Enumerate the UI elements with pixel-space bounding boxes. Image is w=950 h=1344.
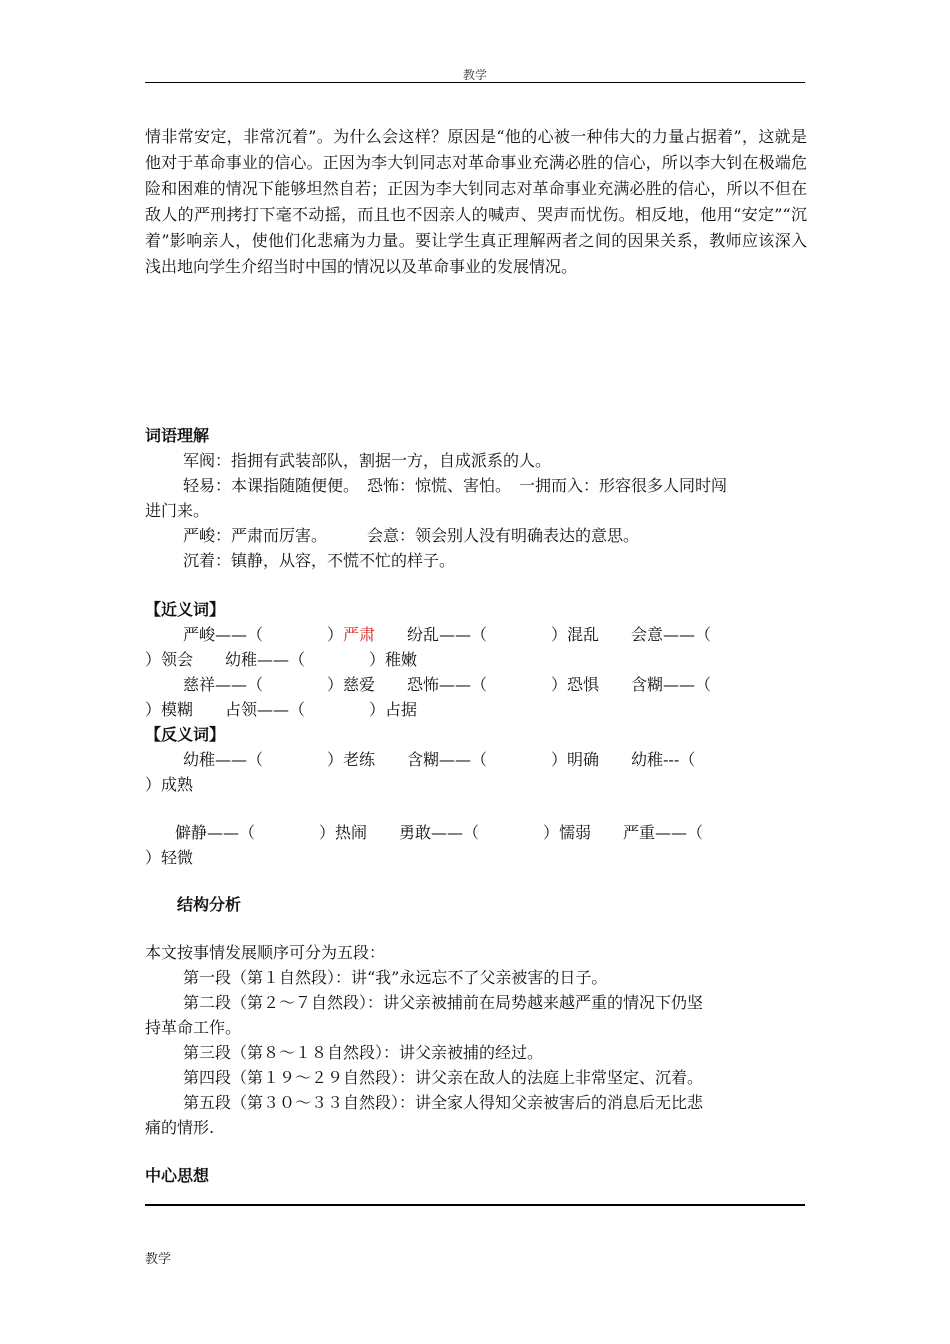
footer-rule [145, 1204, 805, 1206]
synonyms-row-1 [145, 625, 711, 645]
antonyms-row-1: 幼稚——（ ）老练 含糊——（ ）明确 幼稚---（ [183, 750, 696, 769]
vocab-heading: 词语理解 [145, 426, 210, 445]
header-rule [145, 82, 805, 83]
vocab-line-4: 沉着：镇静，从容，不慌不忙的样子。 [183, 551, 456, 570]
synonyms-row-3: 慈祥——（ ）慈爱 恐怖——（ ）恐惧 含糊——（ [183, 675, 712, 694]
structure-section-2-cont: 持革命工作。 [145, 1018, 242, 1037]
structure-section-5-cont: 痛的情形. [145, 1118, 215, 1137]
intro-paragraph: 情非常安定，非常沉着”。为什么会这样？原因是“他的心被一种伟大的力量占据着”，这就是他对于革命事业的信心。正因为李大钊同志对革命事业充满必胜的信心，所以李大钊在极端危险和困难的情况下能够坦然自若；正因为李大钊同志对革命事业充满必胜的信心，所以不但在敌人的严刑拷打下毫不动摇，而且也不因亲人的喊声、哭声而忧伤。相反地，他用“安定”“沉着”影响亲人，使他们化悲痛为力量。要让学生真正理解两者之间的因果关系，教师应该深入浅出地向学生介绍当时中国的情况以及革命事业的发展情况。 [145, 127, 807, 276]
page-header-title: 教学 [462, 68, 487, 82]
synonyms-row-2: ）领会 幼稚——（ ）稚嫩 [145, 650, 418, 669]
central-idea-heading: 中心思想 [145, 1166, 210, 1185]
vocab-line-2: 轻易：本课指随随便便。 恐怖：惊慌、害怕。 一拥而入：形容很多人同时闯 [183, 476, 728, 495]
structure-heading: 结构分析 [177, 895, 242, 914]
synonyms-row-1-post: 纷乱——（ ）混乱 会意——（ [375, 625, 712, 644]
page-footer-text: 教学 [145, 1252, 172, 1267]
synonyms-row-4: ）模糊 占领——（ ）占据 [145, 700, 418, 719]
synonym-answer: 严肃 [343, 625, 376, 644]
structure-intro: 本文按事情发展顺序可分为五段： [145, 943, 386, 962]
synonyms-row-1-pre: 严峻——（ ） [183, 625, 344, 644]
antonyms-heading: 【反义词】 [145, 725, 226, 744]
structure-section-3: 第三段（第８～１８自然段）：讲父亲被捕的经过。 [183, 1043, 544, 1062]
antonyms-row-2: ）成熟 [145, 775, 194, 794]
vocab-line-2-cont: 进门来。 [145, 501, 210, 520]
vocab-line-3: 严峻：严肃而厉害。 会意：领会别人没有明确表达的意思。 [183, 526, 640, 545]
structure-section-2: 第二段（第２～７自然段）：讲父亲被捕前在局势越来越严重的情况下仍坚 [183, 993, 704, 1012]
antonyms-row-4: ）轻微 [145, 848, 194, 867]
synonyms-heading: 【近义词】 [145, 600, 226, 619]
vocab-line-1: 军阀：指拥有武装部队，割据一方，自成派系的人。 [183, 451, 552, 470]
structure-section-5: 第五段（第３０～３３自然段）：讲全家人得知父亲被害后的消息后无比悲 [183, 1093, 704, 1112]
structure-section-1: 第一段（第１自然段）：讲“我”永远忘不了父亲被害的日子。 [183, 968, 608, 987]
structure-section-4: 第四段（第１９～２９自然段）：讲父亲在敌人的法庭上非常坚定、沉着。 [183, 1068, 704, 1087]
antonyms-row-3: 僻静——（ ）热闹 勇敢——（ ）懦弱 严重——（ [175, 823, 704, 842]
